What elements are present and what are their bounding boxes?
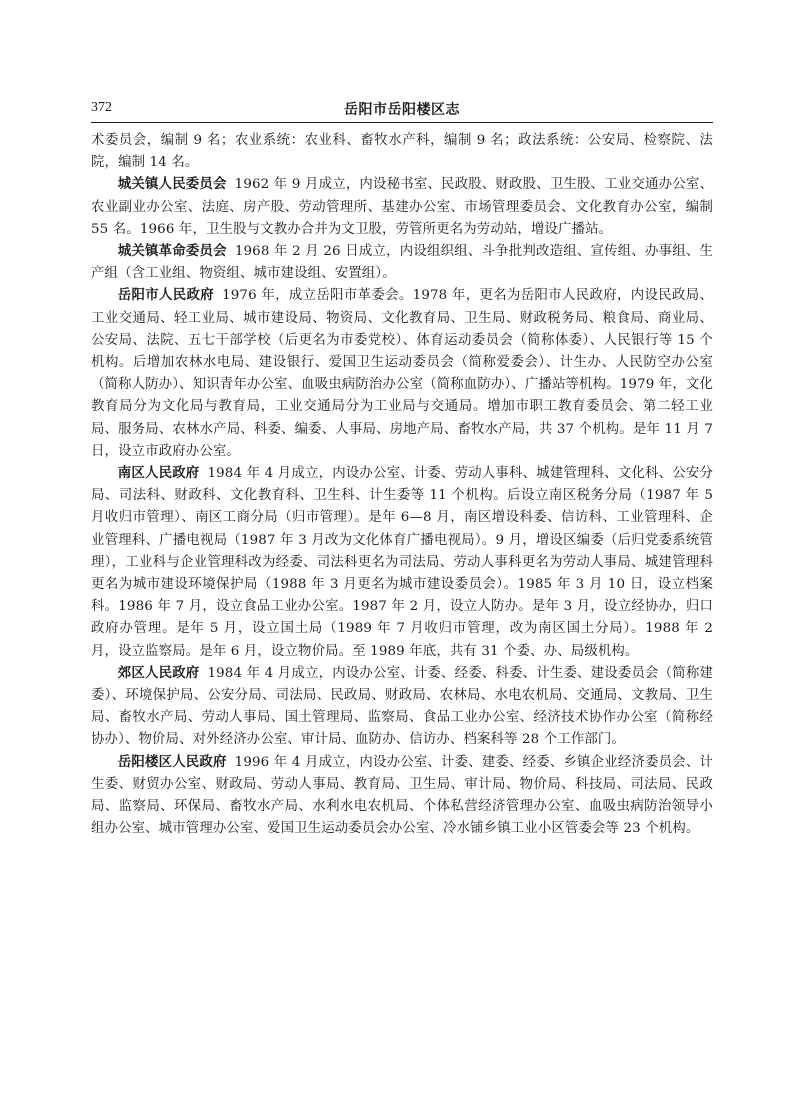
body-text [91, 130, 713, 841]
paragraph-chengguan-peoples-committee [91, 174, 713, 241]
book-title: 岳阳市岳阳楼区志 [344, 102, 460, 118]
paragraph-yueyanglou-district-government [91, 752, 713, 841]
section-heading: 岳阳市人民政府 [117, 288, 215, 304]
paragraph-text: 1996 年 4 月成立，内设办公室、计委、建委、经委、乡镇企业经济委员会、计生委、财贸办公室、财政局、劳动人事局、教育局、卫生局、审计局、物价局、科技局、司法局、民政局、监察局、环保局、畜牧水产局、水利水电农机局、个体私营经济管理办公室、血吸虫病防治领导小组办公室、城市管理办公室、爱国卫生运动委员会办公室、冷水铺乡镇工业小区管委会等 23 个机构。 [91, 754, 714, 837]
paragraph-text: 1968 年 2 月 26 日成立，内设组织组、斗争批判改造组、宣传组、办事组、生产组（含工业组、物资组、城市建设组、安置组）。 [91, 244, 713, 282]
section-heading: 南区人民政府 [117, 466, 200, 482]
paragraph-continuation [91, 130, 713, 174]
paragraph-text: 1984 年 4 月成立，内设办公室、计委、劳动人事科、城建管理科、文化科、公安分局、司法科、财政科、文化教育科、卫生科、计生委等 11 个机构。后设立南区税务分局（1987 年 5 月收归市管理）、南区工商分局（归市管理）。是年 6—8 月，南区增设科委、信访科、工业管理科、企业管理科、广播电视局（1987 年 3 月改为文化体育广播电视局）。9 月，增设区编委（后归党委系统管理），工业科与企业管理科改为经委、司法科更名为司法局、劳动人事科更名为劳动人事局、城建管理科更名为城市建设环境保护局（1988 年 3 月更名为城市建设委员会）。1985 年 3 月 10 日，设立档案科。1986 年 7 月，设立食品工业办公室。1987 年 2 月，设立人防办。是年 3 月，设立经协办，归口政府办管理。是年 5 月，设立国土局（1989 年 7 月收归市管理，改为南区国土分局）。1988 年 2 月，设立监察局。是年 6 月，设立物价局。至 1989 年底，共有 31 个委、办、局级机构。 [91, 466, 714, 659]
paragraph-text: 1962 年 9 月成立，内设秘书室、民政股、财政股、卫生股、工业交通办公室、农业副业办公室、法庭、房产股、劳动管理所、基建办公室、市场管理委员会、文化教育办公室，编制 55 名。1966 年，卫生股与文教办合并为文卫股，劳管所更名为劳动站，增设广播站。 [91, 177, 714, 237]
paragraph-south-district-government [91, 463, 713, 663]
paragraph-suburban-district-government [91, 663, 713, 752]
section-heading: 岳阳楼区人民政府 [117, 754, 227, 770]
running-header [91, 96, 713, 123]
paragraph-text: 1984 年 4 月成立，内设办公室、计委、经委、科委、计生委、建设委员会（简称建委）、环境保护局、公安分局、司法局、民政局、财政局、农林局、水电农机局、交通局、文教局、卫生局、畜牧水产局、劳动人事局、国土管理局、监察局、食品工业办公室、经济技术协作办公室（简称经协办）、物价局、对外经济办公室、审计局、血防办、信访办、档案科等 28 个工作部门。 [91, 665, 714, 748]
paragraph-yueyang-city-government [91, 285, 713, 463]
section-heading: 郊区人民政府 [117, 665, 200, 681]
section-heading: 城关镇人民委员会 [117, 177, 227, 193]
page-number: 372 [91, 100, 112, 115]
paragraph-chengguan-revolutionary-committee [91, 241, 713, 285]
document-page [91, 96, 713, 841]
section-heading: 城关镇革命委员会 [117, 244, 227, 260]
paragraph-text: 1976 年，成立岳阳市革委会。1978 年，更名为岳阳市人民政府，内设民政局、工业交通局、轻工业局、城市建设局、物资局、文化教育局、卫生局、财政税务局、粮食局、商业局、公安局、法院、五七干部学校（后更名为市委党校）、体育运动委员会（简称体委）、人民银行等 15 个机构。后增加农林水电局、建设银行、爱国卫生运动委员会（简称爱委会）、计生办、人民防空办公室（简称人防办）、知识青年办公室、血吸虫病防治办公室（简称血防办）、广播站等机构。1979 年，文化教育局分为文化局与教育局，工业交通局分为工业局与交通局。增加市职工教育委员会、第二轻工业局、服务局、农林水产局、科委、编委、人事局、房地产局、畜牧水产局，共 37 个机构。是年 11 月 7 日，设立市政府办公室。 [91, 288, 713, 459]
paragraph-text: 术委员会，编制 9 名；农业系统：农业科、畜牧水产科，编制 9 名；政法系统：公安局、检察院、法院，编制 14 名。 [91, 133, 713, 171]
